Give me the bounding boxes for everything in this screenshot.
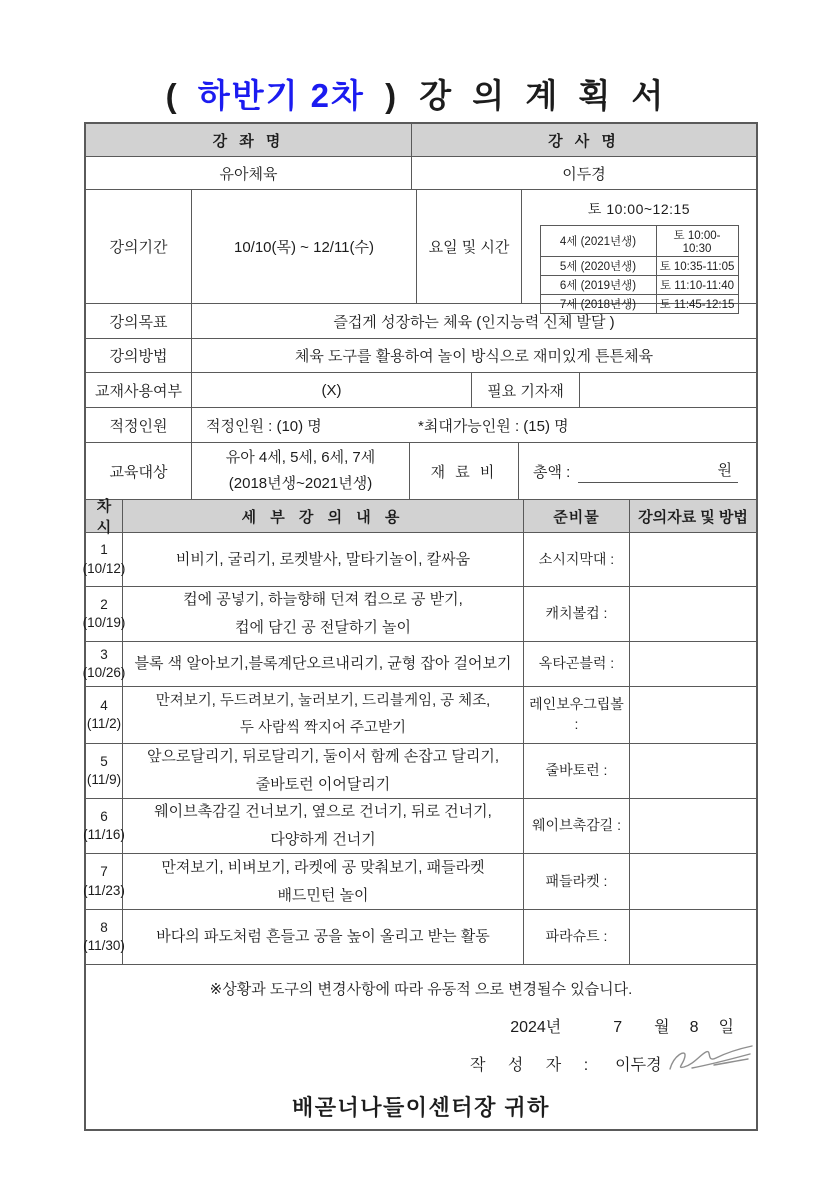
session-date: (10/19) [82, 615, 126, 630]
equipment-value [580, 373, 756, 407]
session-note [630, 744, 756, 798]
supply-text: 캐치볼컵 : [545, 605, 608, 622]
session-content [123, 799, 524, 853]
timetable-row [540, 276, 738, 295]
title-text: 강 의 계 획 서 [419, 77, 670, 114]
session-row-5 [86, 744, 756, 799]
total-unit: 원 [717, 462, 732, 479]
page-title [0, 70, 835, 117]
total-label: 총액 : [533, 463, 571, 481]
recipient-line: 배곧너나들이센터장 귀하 [292, 1095, 550, 1120]
target-value [192, 443, 410, 499]
header-session: 차시 [86, 500, 123, 532]
daytime-summary: 토 10:00~12:15 [587, 201, 691, 217]
session-date: (10/26) [82, 665, 126, 680]
session-date: (11/9) [86, 772, 122, 787]
date-year: 2024년 [510, 1019, 562, 1036]
date-month-number: 7 [613, 1019, 623, 1036]
supply-text: 파라슈트 : [545, 928, 608, 945]
content-line: 바다의 파도처럼 흔들고 공을 높이 올리고 받는 활동 [156, 928, 490, 946]
material-fee-label: 재 료 비 [410, 443, 519, 499]
session-supply [524, 910, 630, 964]
session-no: 1 [100, 542, 108, 558]
content-line: 블록 색 알아보기,블록계단오르내리기, 균형 잡아 걸어보기 [134, 655, 512, 673]
session-content [123, 642, 524, 686]
content-line: 웨이브촉감길 건너보기, 옆으로 건너기, 뒤로 건너기, [154, 803, 492, 821]
session-note [630, 854, 756, 909]
lecture-plan-table [84, 122, 758, 1131]
content-line: 두 사람씩 짝지어 주고받기 [239, 720, 407, 736]
session-number [82, 642, 126, 686]
supply-text: 레인보우그립볼 : [529, 696, 624, 732]
target-line2: (2018년생~2021년생) [228, 475, 373, 492]
goal-label: 강의목표 [86, 304, 192, 338]
capacity-standard: 적정인원 : (10) 명 [206, 417, 322, 435]
timetable-row [540, 257, 738, 276]
content-line: 비비기, 굴리기, 로켓발사, 말타기놀이, 칼싸움 [175, 550, 471, 568]
header-resource: 강의자료 및 방법 [630, 500, 756, 532]
session-row-8 [83, 910, 756, 965]
session-number [83, 910, 125, 964]
course-name-header: 강 좌 명 [86, 124, 412, 156]
session-no: 3 [100, 646, 108, 662]
content-line: 컵에 공넣기, 하늘향해 던져 컵으로 공 받기, [183, 591, 463, 609]
writer-label: 작 성 자 : [470, 1056, 598, 1074]
session-row-7 [83, 854, 756, 910]
capacity-label: 적정인원 [86, 408, 192, 442]
age-timetable [540, 225, 739, 314]
timetable-age: 7세 (2018년생) [540, 295, 656, 314]
header-supply: 준비물 [524, 500, 630, 532]
instructor-name: 이두경 [562, 165, 606, 183]
capacity-row [86, 408, 756, 443]
session-note [630, 799, 756, 853]
equipment-label: 필요 기자재 [472, 373, 580, 407]
name-header-row [86, 124, 756, 157]
timetable-time: 토 10:35-11:05 [656, 257, 738, 276]
session-content [123, 587, 524, 641]
session-supply [524, 799, 630, 853]
session-content [123, 744, 524, 798]
supply-text: 줄바토런 : [545, 762, 608, 779]
session-note [630, 687, 756, 743]
header-content: 세 부 강 의 내 용 [123, 500, 524, 532]
target-row [86, 443, 756, 500]
textbook-value: (X) [192, 373, 472, 407]
session-row-6 [83, 799, 756, 854]
session-date: (11/23) [83, 882, 125, 898]
session-number [86, 744, 123, 798]
date-month-label: 월 [654, 1019, 670, 1036]
footer-cell [86, 965, 756, 1129]
timetable-age: 6세 (2019년생) [540, 276, 656, 295]
session-row-3 [82, 642, 756, 687]
session-row-4 [86, 687, 756, 744]
session-number [82, 533, 126, 586]
method-value: 체육 도구를 활용하여 놀이 방식으로 재미있게 튼튼체육 [294, 348, 654, 365]
total-blank-line [578, 459, 738, 483]
timetable-age: 4세 (2021년생) [540, 226, 656, 257]
session-note [630, 533, 756, 586]
course-name: 유아체육 [86, 157, 412, 189]
session-note [630, 642, 756, 686]
target-line1: 유아 4세, 5세, 6세, 7세 [225, 448, 376, 466]
session-number [83, 854, 125, 909]
session-supply [524, 642, 630, 686]
session-date: (11/30) [83, 938, 125, 953]
timetable-time: 토 11:45-12:15 [656, 295, 738, 314]
supply-text: 옥타곤블럭 : [538, 655, 615, 672]
timetable-time: 토 10:00-10:30 [656, 226, 738, 257]
session-date: (10/12) [82, 560, 126, 576]
content-line: 배드민턴 놀이 [277, 886, 369, 904]
session-no: 2 [100, 596, 108, 612]
supply-text: 웨이브촉감길 : [532, 817, 621, 834]
date-day-number: 8 [689, 1019, 699, 1036]
written-date [510, 1014, 734, 1037]
content-line: 만져보기, 두드려보기, 눌러보기, 드리블게임, 공 체조, [155, 693, 491, 710]
writer-name: 이두경 [615, 1056, 662, 1074]
textbook-row [86, 373, 756, 408]
session-no: 8 [100, 919, 108, 935]
period-label: 강의기간 [86, 190, 192, 303]
supply-text: 패들라켓 : [545, 872, 608, 889]
session-no: 4 [100, 697, 108, 713]
schedule-header-row [86, 498, 756, 536]
date-day-label: 일 [718, 1019, 734, 1036]
footer-row [86, 965, 756, 1129]
title-highlight: 하반기 2차 [197, 77, 365, 114]
session-note [630, 587, 756, 641]
session-date: (11/16) [83, 827, 125, 842]
session-number [82, 587, 126, 641]
content-line: 다양하게 건너기 [270, 831, 376, 848]
signature [664, 1041, 756, 1077]
content-line: 앞으로달리기, 뒤로달리기, 둘이서 함께 손잡고 달리기, [146, 748, 500, 766]
session-note [630, 910, 756, 964]
session-content [123, 854, 524, 909]
target-label: 교육대상 [86, 443, 192, 499]
session-content [123, 910, 524, 964]
session-supply [524, 533, 630, 586]
session-content [123, 687, 524, 743]
capacity-values [192, 408, 756, 442]
period-row [86, 190, 756, 311]
session-date: (11/2) [86, 716, 122, 731]
daytime-schedule [522, 190, 756, 311]
material-total [519, 443, 756, 499]
capacity-max: *최대가능인원 : (15) 명 [418, 417, 569, 435]
writer-line [470, 1049, 756, 1077]
session-supply [524, 687, 630, 743]
session-row-2 [82, 587, 756, 642]
timetable-age: 5세 (2020년생) [540, 257, 656, 276]
timetable-row [540, 226, 738, 257]
session-no: 5 [100, 753, 108, 769]
daytime-label: 요일 및 시간 [417, 190, 522, 303]
content-line: 컵에 담긴 공 전달하기 놀이 [234, 619, 412, 636]
session-content [123, 533, 524, 586]
method-label: 강의방법 [86, 339, 192, 372]
title-close-paren: ) [385, 77, 398, 114]
session-number [86, 687, 123, 743]
session-no: 7 [100, 864, 108, 880]
period-value: 10/10(목) ~ 12/11(수) [192, 190, 417, 303]
session-supply [524, 854, 630, 909]
timetable-time: 토 11:10-11:40 [656, 276, 738, 295]
title-open-paren: ( [165, 77, 178, 114]
content-line: 만져보기, 비벼보기, 라켓에 공 맞춰보기, 패들라켓 [161, 858, 485, 876]
textbook-label: 교재사용여부 [86, 373, 192, 407]
content-line: 줄바토런 이어달리기 [255, 776, 391, 793]
name-value-row [86, 157, 756, 190]
method-row [86, 339, 756, 373]
session-supply [524, 587, 630, 641]
session-supply [524, 744, 630, 798]
supply-text: 소시지막대 : [538, 550, 615, 567]
goal-value: 즐겁게 성장하는 체육 (인지능력 신체 발달 ) [333, 313, 615, 331]
session-no: 6 [100, 808, 108, 824]
instructor-name-header: 강 사 명 [412, 124, 756, 156]
change-notice: ※상황과 도구의 변경사항에 따라 유동적 으로 변경될수 있습니다. [209, 981, 633, 998]
goal-row [86, 304, 756, 339]
session-number [83, 799, 125, 853]
session-row-1 [82, 533, 756, 587]
